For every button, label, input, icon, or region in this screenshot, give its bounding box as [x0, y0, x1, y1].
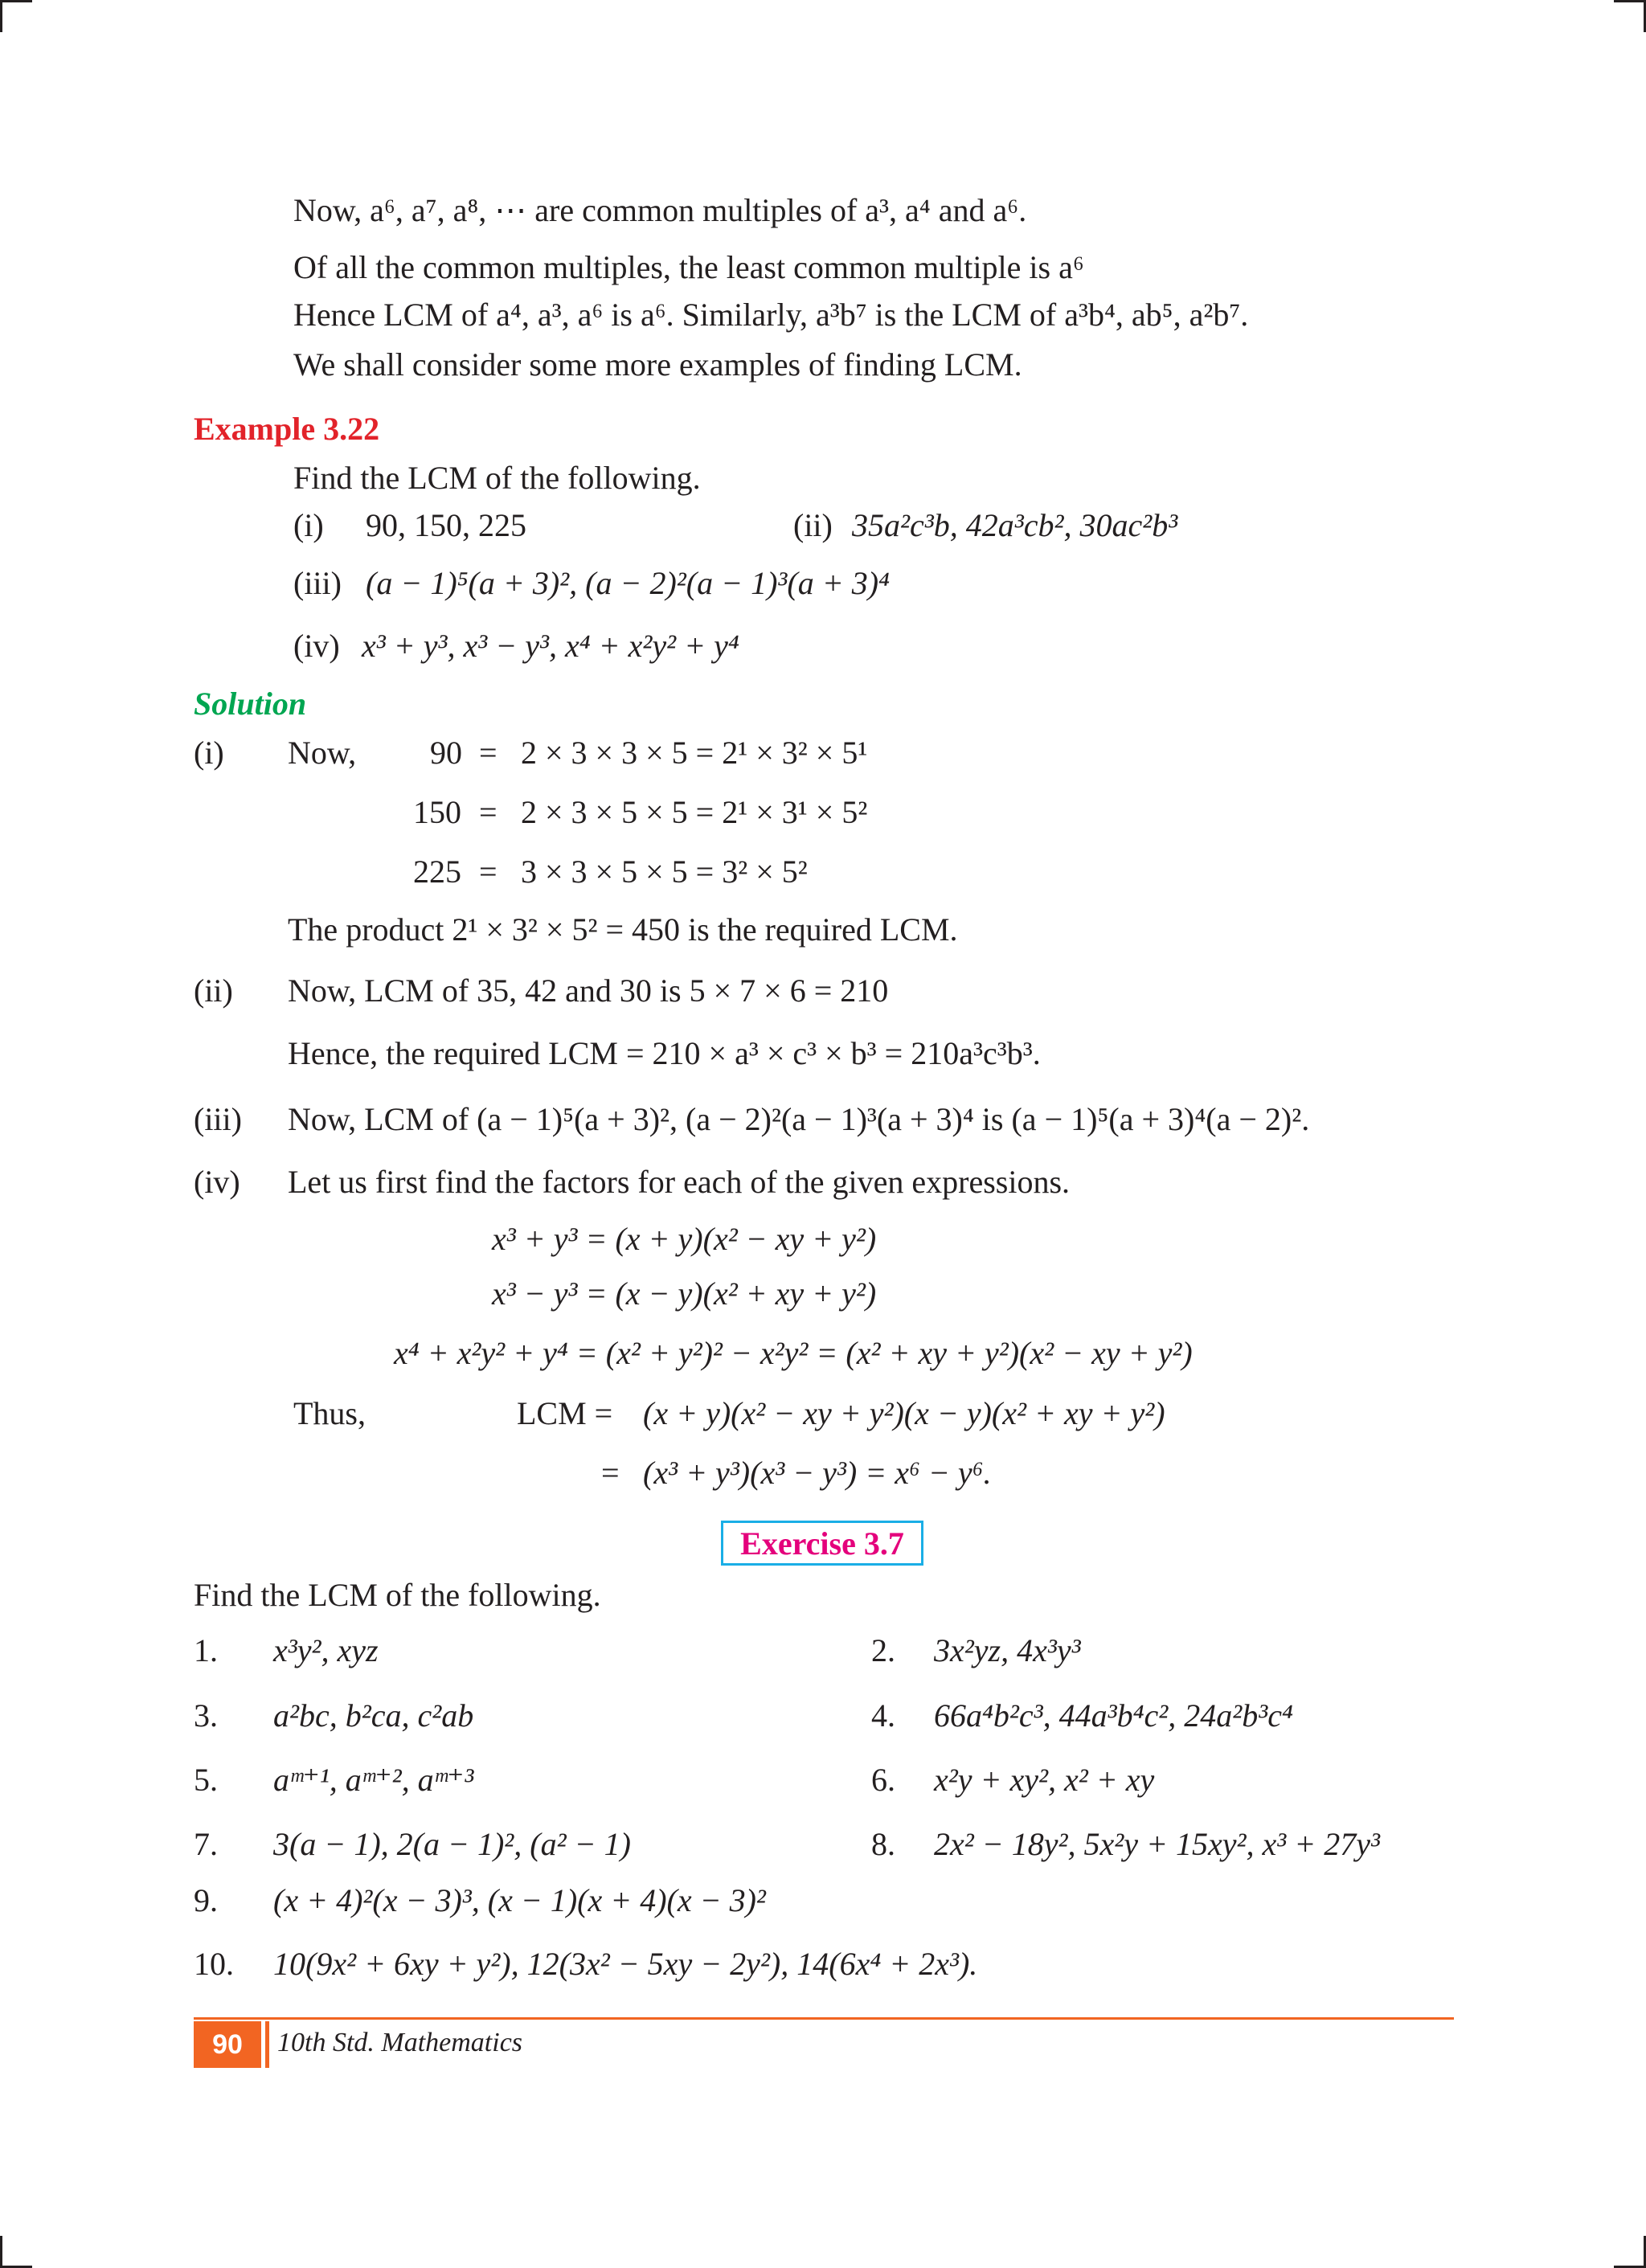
exercise-num: 5. — [194, 1762, 218, 1798]
solution-line: Now, LCM of 35, 42 and 30 is 5 × 7 × 6 = 210 — [288, 972, 889, 1009]
factor-rhs: 3 × 3 × 5 × 5 = 3² × 5² — [521, 854, 808, 890]
crop-mark — [0, 0, 32, 2]
factor-rhs: 2 × 3 × 3 × 5 = 2¹ × 3² × 5¹ — [521, 735, 868, 771]
footer-divider — [265, 2021, 269, 2068]
crop-mark — [0, 2236, 2, 2268]
exercise-num: 9. — [194, 1882, 218, 1918]
example-item-num: (i) — [293, 507, 324, 543]
exercise-expr: (x + 4)²(x − 3)³, (x − 1)(x + 4)(x − 3)² — [273, 1882, 766, 1918]
factor-eq: = — [479, 794, 497, 830]
exercise-num: 4. — [871, 1697, 895, 1734]
example-item-expr: 35a²c³b, 42a³cb², 30ac²b³ — [852, 507, 1178, 543]
example-item-expr: 90, 150, 225 — [366, 507, 526, 543]
example-item-num: (ii) — [793, 507, 833, 543]
solution-line: Hence, the required LCM = 210 × a³ × c³ × b³ = 210a³c³b³. — [288, 1035, 1041, 1071]
factor-rhs: 2 × 3 × 5 × 5 = 2¹ × 3¹ × 5² — [521, 794, 868, 830]
exercise-num: 7. — [194, 1826, 218, 1862]
exercise-expr: 2x² − 18y², 5x²y + 15xy², x³ + 27y³ — [934, 1826, 1380, 1862]
thus-label: Thus, — [293, 1395, 366, 1431]
footer-rule — [194, 2017, 1454, 2020]
solution-line: Let us first find the factors for each of the given expressions. — [288, 1164, 1071, 1200]
example-item-expr: (a − 1)⁵(a + 3)², (a − 2)²(a − 1)³(a + 3)⁴ — [366, 565, 890, 601]
book-title: 10th Std. Mathematics — [277, 2028, 523, 2057]
solution-line: Now, LCM of (a − 1)⁵(a + 3)², (a − 2)²(a − 1)³(a + 3)⁴ is (a − 1)⁵(a + 3)⁴(a − 2)². — [288, 1101, 1310, 1137]
intro-line-2: Of all the common multiples, the least common multiple is a⁶ — [293, 249, 1084, 285]
exercise-expr: 66a⁴b²c³, 44a³b⁴c², 24a²b³c⁴ — [934, 1697, 1293, 1734]
intro-line-3: Hence LCM of a⁴, a³, a⁶ is a⁶. Similarly, a³b⁷ is the LCM of a³b⁴, ab⁵, a²b⁷. — [293, 297, 1249, 333]
exercise-expr: 3x²yz, 4x³y³ — [934, 1632, 1081, 1668]
example-item-expr: x³ + y³, x³ − y³, x⁴ + x²y² + y⁴ — [362, 628, 739, 664]
lcm-result: (x³ + y³)(x³ − y³) = x⁶ − y⁶. — [643, 1455, 992, 1491]
example-item-num: (iv) — [293, 628, 340, 664]
exercise-num: 2. — [871, 1632, 895, 1668]
exercise-num: 8. — [871, 1826, 895, 1862]
exercise-num: 10. — [194, 1946, 234, 1982]
solution-now: Now, — [288, 735, 357, 771]
intro-line-4: We shall consider some more examples of finding LCM. — [293, 346, 1022, 383]
factorization: x⁴ + x²y² + y⁴ = (x² + y²)² − x²y² = (x² + xy + y²)(x² − xy + y²) — [394, 1335, 1193, 1371]
solution-label: (iv) — [194, 1164, 240, 1200]
exercise-num: 3. — [194, 1697, 218, 1734]
crop-mark — [1614, 0, 1646, 2]
example-item-num: (iii) — [293, 565, 342, 601]
solution-conclusion: The product 2¹ × 3² × 5² = 450 is the required LCM. — [288, 911, 958, 948]
exercise-num: 6. — [871, 1762, 895, 1798]
solution-label: (i) — [194, 735, 224, 771]
exercise-prompt: Find the LCM of the following. — [194, 1577, 601, 1613]
factor-lhs: 150 — [413, 794, 461, 830]
lcm-equals: = — [601, 1455, 620, 1491]
solution-label: (iii) — [194, 1101, 242, 1137]
lcm-expression: (x + y)(x² − xy + y²)(x − y)(x² + xy + y²) — [643, 1395, 1165, 1431]
solution-label: (ii) — [194, 972, 233, 1009]
exercise-expr: x³y², xyz — [273, 1632, 379, 1668]
solution-title: Solution — [194, 686, 307, 722]
example-prompt: Find the LCM of the following. — [293, 460, 701, 496]
exercise-title: Exercise 3.7 — [721, 1521, 923, 1566]
exercise-expr: 10(9x² + 6xy + y²), 12(3x² − 5xy − 2y²), 14(6x⁴ + 2x³). — [273, 1946, 978, 1982]
exercise-num: 1. — [194, 1632, 218, 1668]
factor-eq: = — [479, 735, 497, 771]
intro-line-1: Now, a⁶, a⁷, a⁸, ⋯ are common multiples of a³, a⁴ and a⁶. — [293, 192, 1027, 228]
example-title: Example 3.22 — [194, 411, 380, 447]
crop-mark — [0, 0, 2, 32]
exercise-expr: x²y + xy², x² + xy — [934, 1762, 1155, 1798]
factor-lhs: 90 — [430, 735, 462, 771]
factor-eq: = — [479, 854, 497, 890]
factorization: x³ − y³ = (x − y)(x² + xy + y²) — [492, 1275, 877, 1312]
page-number: 90 — [194, 2021, 261, 2068]
factorization: x³ + y³ = (x + y)(x² − xy + y²) — [492, 1221, 877, 1257]
factor-lhs: 225 — [413, 854, 461, 890]
exercise-expr: a²bc, b²ca, c²ab — [273, 1697, 474, 1734]
exercise-expr: 3(a − 1), 2(a − 1)², (a² − 1) — [273, 1826, 631, 1862]
lcm-label: LCM = — [517, 1395, 613, 1431]
exercise-expr: aᵐ⁺¹, aᵐ⁺², aᵐ⁺³ — [273, 1762, 474, 1798]
